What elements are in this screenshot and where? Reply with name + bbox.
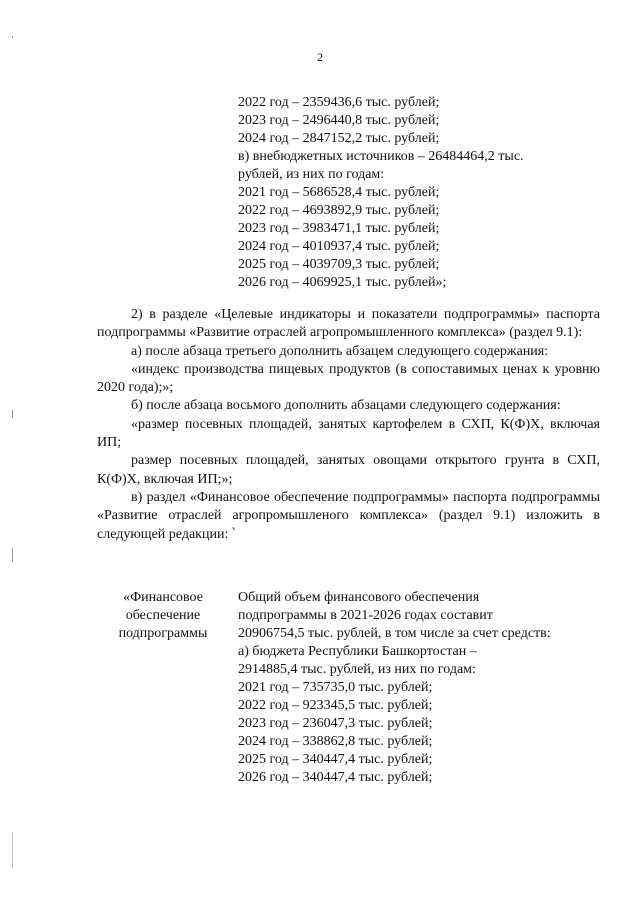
funding-line: 2023 год – 3983471,1 тыс. рублей; — [238, 221, 440, 236]
funding-line: 2026 год – 4069925,1 тыс. рублей»; — [238, 275, 447, 290]
amendment-paragraph: размер посевных площадей, занятых овощами открытого грунта в СХП, К(Ф)Х, включая ИП;»; — [97, 453, 600, 487]
finance-table-label — [98, 589, 228, 643]
page-number: 2 — [317, 50, 323, 64]
content-line: 2914885,4 тыс. рублей, из них по годам: — [238, 662, 476, 677]
content-line: подпрограммы в 2021-2026 годах составит — [238, 608, 493, 623]
funding-line: 2021 год – 5686528,4 тыс. рублей; — [238, 185, 440, 200]
label-line: подпрограммы — [118, 626, 208, 641]
amendments-section — [97, 306, 600, 544]
content-line: а) бюджета Республики Башкортостан – — [238, 644, 477, 659]
funding-line: 2024 год – 2847152,2 тыс. рублей; — [238, 131, 440, 146]
amendment-paragraph: «индекс производства пищевых продуктов (в сопоставимых ценах к уровню 2020 года);»; — [97, 361, 600, 396]
content-line: 2022 год – 923345,5 тыс. рублей; — [238, 698, 433, 713]
content-line: 2021 год – 735735,0 тыс. рублей; — [238, 680, 433, 695]
funding-line: 2025 год – 4039709,3 тыс. рублей; — [238, 257, 440, 272]
funding-line: рублей, из них по годам: — [238, 167, 385, 182]
content-line: Общий объем финансового обеспечения — [238, 590, 480, 605]
label-line: обеспечение — [125, 608, 201, 623]
content-line: 2026 год – 340447,4 тыс. рублей; — [238, 770, 433, 785]
content-line: 20906754,5 тыс. рублей, в том числе за счет средств: — [238, 626, 551, 641]
funding-line: 2022 год – 4693892,9 тыс. рублей; — [238, 203, 440, 218]
scan-margin-mark — [12, 832, 13, 868]
amendment-paragraph: в) раздел «Финансовое обеспечение подпрограммы» паспорта подпрограммы «Развитие отраслей агропромышленого комплекса» (раздел 9.1) изложить в следующей редакции: ‵ — [97, 489, 600, 542]
content-line: 2024 год – 338862,8 тыс. рублей; — [238, 734, 433, 749]
amendment-paragraph: б) после абзаца восьмого дополнить абзацами следующего содержания: — [131, 398, 561, 414]
funding-list-top — [238, 94, 598, 292]
scan-margin-mark — [12, 410, 13, 418]
label-line: «Финансовое — [123, 590, 203, 605]
scan-margin-mark — [12, 548, 13, 562]
finance-table-content — [238, 589, 608, 787]
amendment-paragraph: «размер посевных площадей, занятых картофелем в СХП, К(Ф)Х, включая ИП; — [97, 416, 600, 451]
funding-line: в) внебюджетных источников – 26484464,2 тыс. — [238, 149, 524, 164]
funding-line: 2024 год – 4010937,4 тыс. рублей; — [238, 239, 440, 254]
scan-margin-mark — [12, 36, 13, 38]
amendment-paragraph: 2) в разделе «Целевые индикаторы и показатели подпрограммы» паспорта подпрограммы «Развитие отраслей агропромышленного комплекса» (раздел 9.1): — [97, 307, 600, 341]
content-line: 2023 год – 236047,3 тыс. рублей; — [238, 716, 433, 731]
funding-line: 2023 год – 2496440,8 тыс. рублей; — [238, 113, 440, 128]
content-line: 2025 год – 340447,4 тыс. рублей; — [238, 752, 433, 767]
funding-line: 2022 год – 2359436,6 тыс. рублей; — [238, 95, 440, 110]
amendment-paragraph: а) после абзаца третьего дополнить абзацем следующего содержания: — [131, 343, 549, 359]
